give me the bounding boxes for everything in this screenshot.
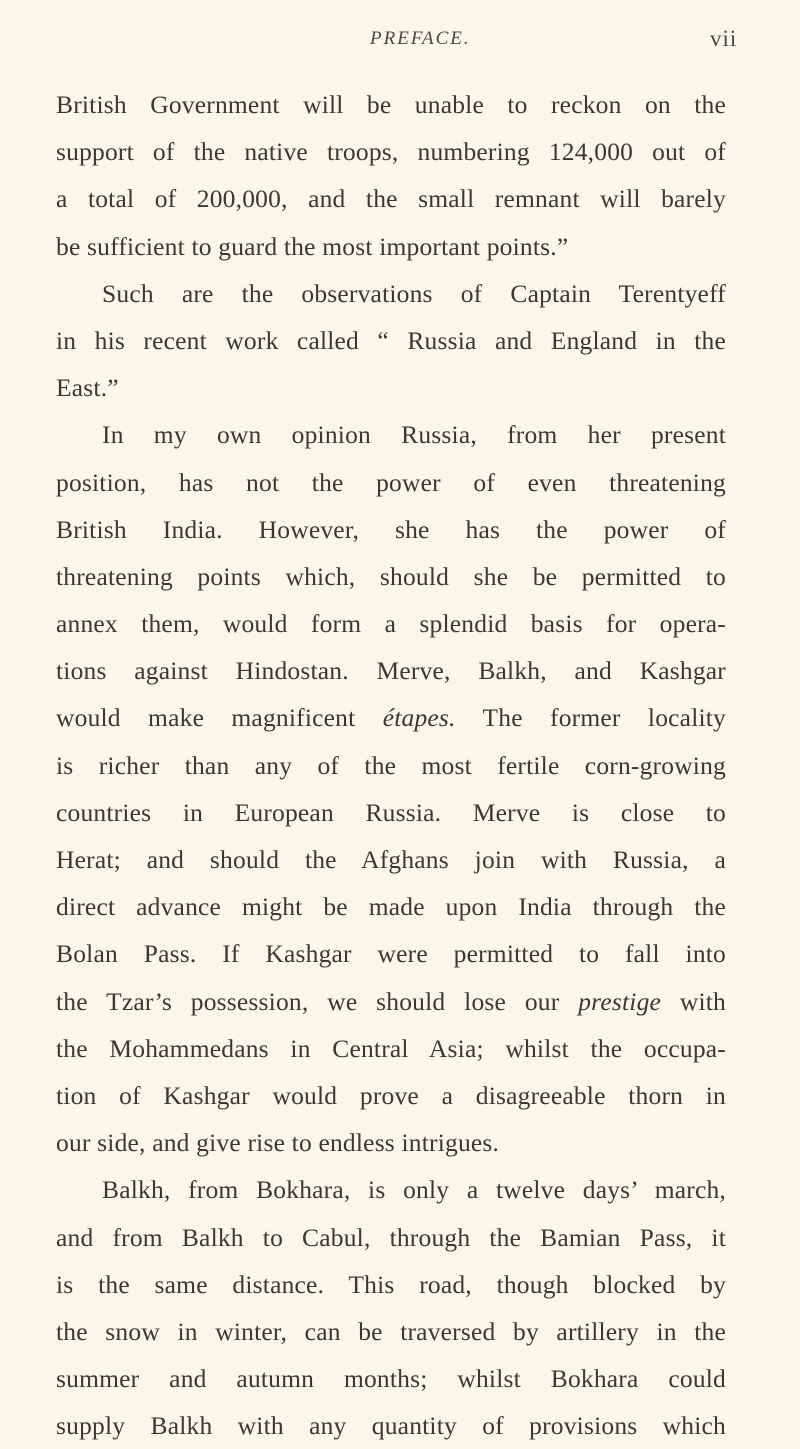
italic-term: prestige: [578, 986, 662, 1016]
paragraph-first-line: In my own opinion Russia, from her present: [102, 420, 726, 450]
text-line: is richer than any of the most fertile corn-growing: [56, 750, 726, 780]
text-line: be sufficient to guard the most important points.”: [56, 231, 569, 261]
text-line: support of the native troops, numbering 124,000 out of: [56, 137, 726, 167]
text-line: summer and autumn months; whilst Bokhara could: [56, 1364, 726, 1394]
text-run: would make magnificent: [56, 703, 383, 733]
page-number: vii: [710, 26, 738, 51]
text-line: and from Balkh to Cabul, through the Bamian Pass, it: [56, 1222, 726, 1252]
text-line: in his recent work called “ Russia and England in the: [56, 325, 726, 355]
text-line: annex them, would form a splendid basis for opera-: [56, 609, 726, 639]
text-line: threatening points which, should she be permitted to: [56, 561, 726, 591]
paragraph-first-line: Balkh, from Bokhara, is only a twelve days’ march,: [102, 1175, 726, 1205]
text-line: East.”: [56, 373, 119, 403]
text-line: the Mohammedans in Central Asia; whilst the occupa-: [56, 1033, 726, 1063]
text-line: our side, and give rise to endless intrigues.: [56, 1128, 500, 1158]
text-line: direct advance might be made upon India through the: [56, 892, 726, 922]
text-line: British India. However, she has the power of: [56, 514, 726, 544]
text-run: The former locality: [455, 703, 726, 733]
running-title: PREFACE.: [370, 28, 471, 49]
italic-term: étapes.: [382, 703, 456, 733]
paragraph-first-line: Such are the observations of Captain Terentyeff: [102, 278, 726, 308]
text-run: the Tzar’s possession, we should lose our: [56, 986, 579, 1016]
text-line: Bolan Pass. If Kashgar were permitted to fall into: [56, 939, 726, 969]
text-line: countries in European Russia. Merve is close to: [56, 797, 726, 827]
text-line: tions against Hindostan. Merve, Balkh, and Kashgar: [56, 656, 726, 686]
text-line: British Government will be unable to reckon on the: [56, 90, 726, 119]
text-line: [56, 978, 726, 1025]
text-line: a total of 200,000, and the small remnant will barely: [56, 184, 726, 214]
text-line: the snow in winter, can be traversed by artillery in the: [56, 1316, 726, 1346]
text-line: supply Balkh with any quantity of provisions which: [56, 1411, 726, 1441]
text-line: Herat; and should the Afghans join with Russia, a: [56, 845, 726, 874]
text-line: [56, 694, 726, 741]
body-text: [56, 81, 726, 1449]
text-line: position, has not the power of even threatening: [56, 467, 726, 497]
running-head: [0, 26, 800, 66]
text-line: is the same distance. This road, though blocked by: [56, 1269, 726, 1299]
text-run: with: [661, 986, 726, 1016]
text-line: tion of Kashgar would prove a disagreeable thorn in: [56, 1080, 726, 1110]
